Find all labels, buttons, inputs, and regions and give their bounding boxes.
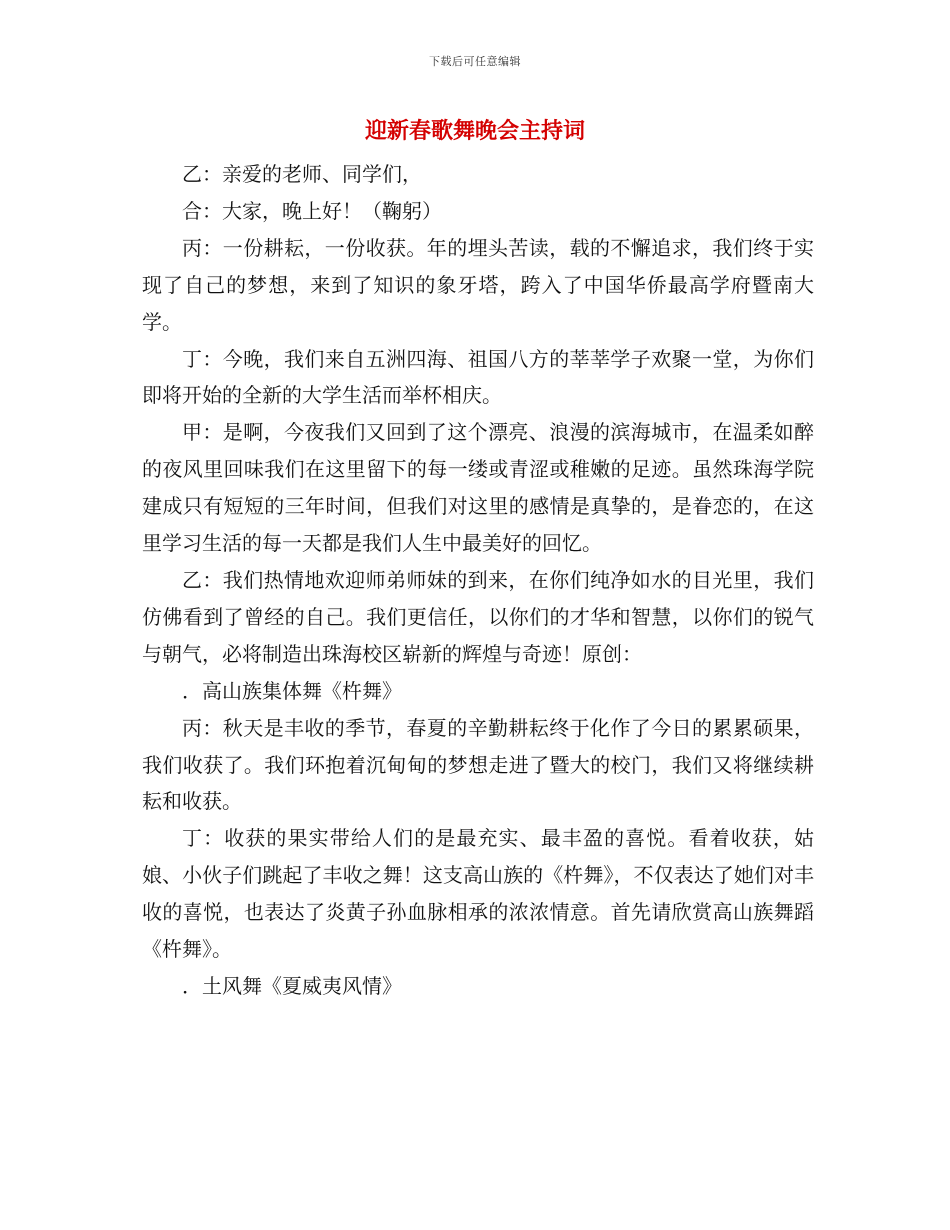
- paragraph: 丁：收获的果实带给人们的是最充实、最丰盈的喜悦。看着收获，姑娘、小伙子们跳起了丰收之舞！这支高山族的《杵舞》，不仅表达了她们对丰收的喜悦，也表达了炎黄子孙血脉相承的浓浓情意。首先请欣赏高山族舞蹈《杵舞》。: [142, 826, 814, 962]
- document-title: 迎新春歌舞晚会主持词: [364, 118, 585, 144]
- paragraph: 甲：是啊，今夜我们又回到了这个漂亮、浪漫的滨海城市，在温柔如醉的夜风里回味我们在这里留下的每一缕或青涩或稚嫩的足迹。虽然珠海学院建成只有短短的三年时间，但我们对这里的感情是真挚的，是眷恋的，在这里学习生活的每一天都是我们人生中最美好的回忆。: [142, 420, 814, 556]
- paragraph: 丁：今晚，我们来自五洲四海、祖国八方的莘莘学子欢聚一堂，为你们即将开始的全新的大学生活而举杯相庆。: [142, 346, 814, 408]
- paragraph: 乙：我们热情地欢迎师弟师妹的到来，在你们纯净如水的目光里，我们仿佛看到了曾经的自己。我们更信任，以你们的才华和智慧，以你们的锐气与朝气，必将制造出珠海校区崭新的辉煌与奇迹！原创：: [142, 567, 814, 666]
- program-item: ．高山族集体舞《杵舞》: [182, 678, 402, 703]
- paragraph: 丙：一份耕耘，一份收获。年的埋头苦读，载的不懈追求，我们终于实现了自己的梦想，来到了知识的象牙塔，跨入了中国华侨最高学府暨南大学。: [142, 235, 814, 334]
- program-item: ．土风舞《夏威夷风情》: [182, 973, 402, 998]
- paragraph: 合：大家，晚上好！（鞠躬）: [182, 198, 442, 223]
- document-body: [142, 156, 814, 1005]
- page-header-note: 下载后可任意编辑: [429, 55, 521, 68]
- paragraph: 乙：亲爱的老师、同学们，: [182, 162, 422, 186]
- paragraph: 丙：秋天是丰收的季节，春夏的辛勤耕耘终于化作了今日的累累硕果，我们收获了。我们环抱着沉甸甸的梦想走进了暨大的校门，我们又将继续耕耘和收获。: [142, 715, 814, 814]
